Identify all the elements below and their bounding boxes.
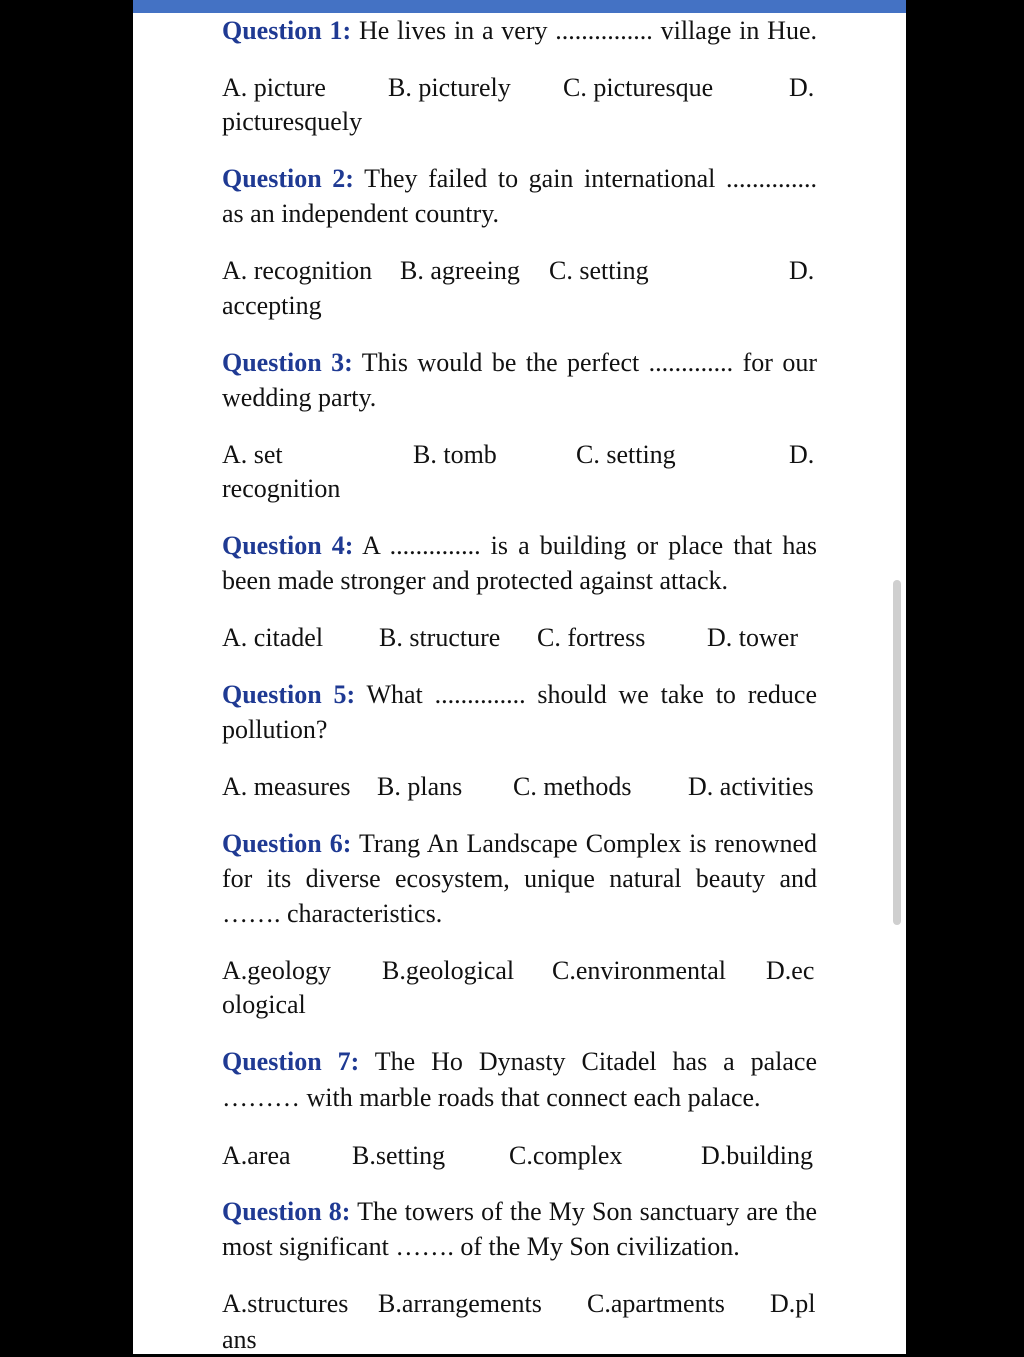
question-3-option-a: A. set	[222, 440, 283, 469]
question-6-label: Question 6:	[222, 829, 352, 858]
question-6-option-c: C.environmental	[552, 956, 727, 985]
question-8-text: The towers of the My Son sanctuary are the	[357, 1197, 817, 1226]
question-7-option-a: A.area	[222, 1141, 291, 1170]
question-6-text: Trang An Landscape Complex is renowned	[358, 829, 818, 858]
question-2-option-a: A. recognition	[222, 256, 373, 285]
question-2-option-b: B. agreeing	[400, 256, 520, 285]
question-1-option-b: B. picturely	[388, 73, 511, 102]
question-2-option-d-cont: accepting	[222, 291, 322, 320]
question-1-option-c: C. picturesque	[563, 73, 714, 102]
question-6-stem-cont: for its diverse ecosystem, unique natural beauty and	[222, 864, 817, 893]
question-8-option-d-cont: ans	[222, 1325, 257, 1354]
question-4-label: Question 4:	[222, 531, 354, 560]
question-4-option-d: D. tower	[707, 623, 798, 652]
question-8-option-c: C.apartments	[587, 1289, 725, 1318]
question-1-label: Question 1:	[222, 16, 352, 45]
question-6-stem	[222, 826, 817, 861]
question-8-stem	[222, 1194, 817, 1229]
scrollbar[interactable]	[893, 580, 901, 925]
question-7-label: Question 7:	[222, 1047, 360, 1076]
question-8-label: Question 8:	[222, 1197, 351, 1226]
question-4-option-c: C. fortress	[537, 623, 646, 652]
question-1-option-d: D.	[789, 73, 815, 102]
question-2-label: Question 2:	[222, 164, 354, 193]
question-2-stem-cont: as an independent country.	[222, 199, 499, 228]
question-7-option-d: D.building	[701, 1141, 813, 1170]
question-4-option-a: A. citadel	[222, 623, 324, 652]
question-3-option-d: D.	[789, 440, 815, 469]
question-8-option-d: D.pl	[770, 1289, 816, 1318]
question-1-stem	[222, 13, 817, 48]
question-4-text: A .............. is a building or place that has	[362, 531, 817, 560]
question-6-option-d-cont: ological	[222, 990, 306, 1019]
question-6-option-a: A.geology	[222, 956, 332, 985]
question-4-stem-cont: been made stronger and protected against attack.	[222, 566, 729, 595]
question-3-option-c: C. setting	[576, 440, 676, 469]
question-4-option-b: B. structure	[379, 623, 501, 652]
question-2-option-d: D.	[789, 256, 815, 285]
question-3-label: Question 3:	[222, 348, 353, 377]
question-3-option-b: B. tomb	[413, 440, 497, 469]
question-3-option-d-cont: recognition	[222, 474, 341, 503]
question-6-option-d: D.ec	[766, 956, 815, 985]
question-5-stem-cont: pollution?	[222, 715, 328, 744]
question-3-stem-cont: wedding party.	[222, 383, 377, 412]
top-accent-bar	[133, 0, 906, 13]
question-3-stem	[222, 345, 817, 380]
question-7-text: The Ho Dynasty Citadel has a palace	[374, 1047, 818, 1076]
question-5-option-a: A. measures	[222, 772, 351, 801]
question-7-option-c: C.complex	[509, 1141, 623, 1170]
question-1-text: He lives in a very ............... village in Hue.	[358, 16, 817, 45]
question-1-option-a: A. picture	[222, 73, 326, 102]
question-2-text: They failed to gain international ..............	[364, 164, 818, 193]
question-5-option-c: C. methods	[513, 772, 632, 801]
question-5-option-b: B. plans	[377, 772, 463, 801]
question-8-option-b: B.arrangements	[378, 1289, 542, 1318]
question-8-stem-cont: most significant ……. of the My Son civilization.	[222, 1232, 740, 1261]
question-5-option-d: D. activities	[688, 772, 814, 801]
question-7-stem	[222, 1044, 817, 1079]
question-2-option-c: C. setting	[549, 256, 649, 285]
question-8-option-a: A.structures	[222, 1289, 349, 1318]
question-5-label: Question 5:	[222, 680, 356, 709]
question-7-option-b: B.setting	[352, 1141, 446, 1170]
question-6-option-b: B.geological	[382, 956, 515, 985]
question-5-text: What .............. should we take to reduce	[366, 680, 817, 709]
question-2-stem	[222, 161, 817, 196]
question-6-stem-cont-2: ……. characteristics.	[222, 899, 443, 928]
question-3-text: This would be the perfect ............. for our	[361, 348, 818, 377]
question-5-stem	[222, 677, 817, 712]
question-1-option-d-cont: picturesquely	[222, 107, 363, 136]
question-4-stem	[222, 528, 817, 563]
question-7-stem-cont: ……… with marble roads that connect each palace.	[222, 1083, 761, 1112]
